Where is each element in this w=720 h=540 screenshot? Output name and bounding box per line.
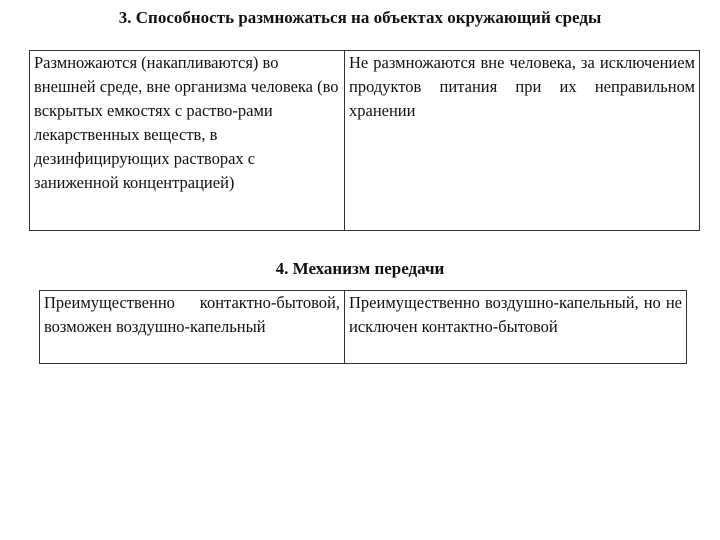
section-3-right-cell: Не размножаются вне человека, за исключением продуктов питания при их неправильном хранении [345,51,700,231]
section-4-right-cell: Преимущественно воздушно-капельный, но не исключен контактно-бытовой [345,291,687,364]
table-row [40,291,687,364]
section-4-table [39,290,687,364]
section-3-table [29,50,700,231]
section-3-heading: 3. Способность размножаться на объектах окружающий среды [118,8,602,27]
table-row [30,51,700,231]
section-4-left-cell: Преимущественно контактно-бытовой, возможен воздушно-капельный [40,291,345,364]
section-4-heading: 4. Механизм передачи [275,259,445,278]
section-3-left-cell: Размножаются (накапливаются) во внешней среде, вне организма человека (во вскрытых емкостях с раство-рами лекарственных веществ, в дезинфицирующих растворах с заниженной концентрацией) [30,51,345,231]
